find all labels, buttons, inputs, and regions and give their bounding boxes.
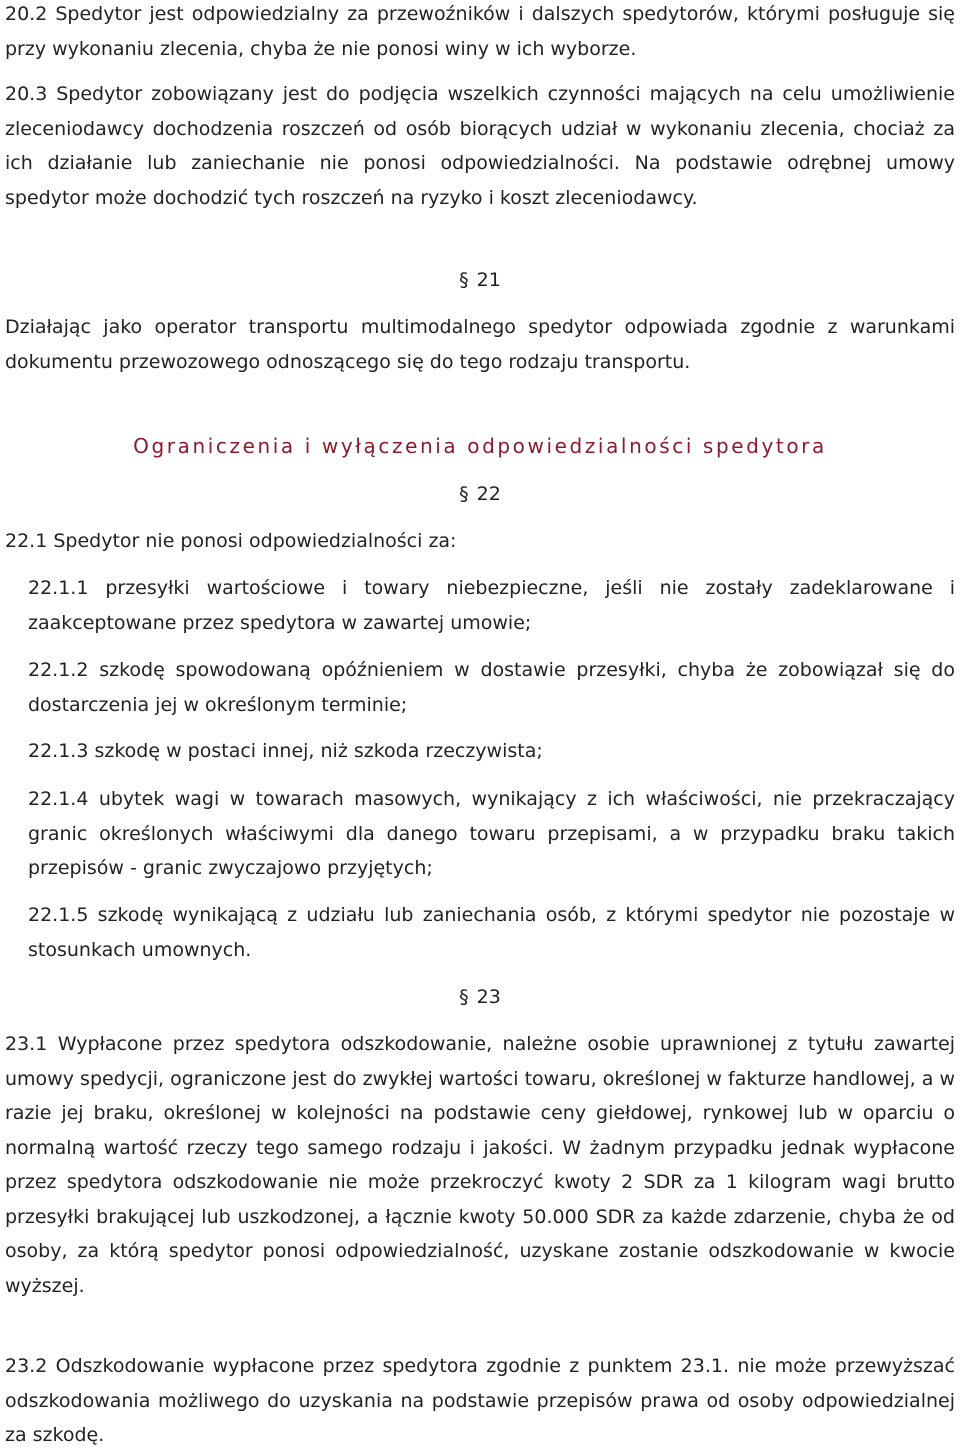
section-number: 23 <box>476 986 501 1008</box>
section-heading: Ograniczenia i wyłączenia odpowiedzialności spedytora <box>133 434 827 458</box>
paragraph-22-1: 22.1 Spedytor nie ponosi odpowiedzialności za: <box>5 530 457 552</box>
paragraph-21: Działając jako operator transportu multimodalnego spedytor odpowiada zgodnie z warunkami dokumentu przewozowego odnoszącego się do tego rodzaju transportu. <box>5 316 955 373</box>
section-21-mark <box>5 263 955 297</box>
section-23-mark <box>5 980 955 1014</box>
section-symbol: § <box>459 483 469 505</box>
paragraph-22-1-5: 22.1.5 szkodę wynikającą z udziału lub zaniechania osób, z którymi spedytor nie pozostaje w stosunkach umownych. <box>28 904 955 961</box>
paragraph-22-1-4: 22.1.4 ubytek wagi w towarach masowych, wynikający z ich właściwości, nie przekraczający granic określonych właściwymi dla danego towaru przepisami, a w przypadku braku takich przepisów - granic zwyczajowo przyjętych; <box>28 788 955 879</box>
section-symbol: § <box>459 269 469 291</box>
section-22-mark <box>5 477 955 511</box>
section-symbol: § <box>459 986 469 1008</box>
paragraph-22-1-2: 22.1.2 szkodę spowodowaną opóźnieniem w dostawie przesyłki, chyba że zobowiązał się do dostarczenia jej w określonym terminie; <box>28 659 955 716</box>
paragraph-22-1-1: 22.1.1 przesyłki wartościowe i towary niebezpieczne, jeśli nie zostały zadeklarowane i zaakceptowane przez spedytora w zawartej umowie; <box>28 577 955 634</box>
paragraph-23-1: 23.1 Wypłacone przez spedytora odszkodowanie, należne osobie uprawnionej z tytułu zawartej umowy spedycji, ograniczone jest do zwykłej wartości towaru, określonej w fakturze handlowej, a w razie jej braku, określonej w kolejności na podstawie ceny giełdowej, rynkowej lub w oparciu o normalną wartość rzeczy tego samego rodzaju i jakości. W żadnym przypadku jednak wypłacone przez spedytora odszkodowanie nie może przekroczyć kwoty 2 SDR za 1 kilogram wagi brutto przesyłki brakującej lub uszkodzonej, a łącznie kwoty 50.000 SDR za każde zdarzenie, chyba że od osoby, za którą spedytor ponosi odpowiedzialność, uzyskane zostanie odszkodowanie w kwocie wyższej. <box>5 1033 955 1297</box>
section-number: 21 <box>476 269 501 291</box>
section-number: 22 <box>476 483 501 505</box>
paragraph-23-2: 23.2 Odszkodowanie wypłacone przez spedytora zgodnie z punktem 23.1. nie może przewyższać odszkodowania możliwego do uzyskania na podstawie przepisów prawa od osoby odpowiedzialnej za szkodę. <box>5 1355 955 1446</box>
paragraph-20-3: 20.3 Spedytor zobowiązany jest do podjęcia wszelkich czynności mających na celu umożliwienie zleceniodawcy dochodzenia roszczeń od osób biorących udział w wykonaniu zlecenia, chociaż za ich działanie lub zaniechanie nie ponosi odpowiedzialności. Na podstawie odrębnej umowy spedytor może dochodzić tych roszczeń na ryzyko i koszt zleceniodawcy. <box>5 83 955 209</box>
paragraph-20-2: 20.2 Spedytor jest odpowiedzialny za przewoźników i dalszych spedytorów, którymi posługuje się przy wykonaniu zlecenia, chyba że nie ponosi winy w ich wyborze. <box>5 3 955 60</box>
paragraph-22-1-3: 22.1.3 szkodę w postaci innej, niż szkoda rzeczywista; <box>28 740 543 762</box>
